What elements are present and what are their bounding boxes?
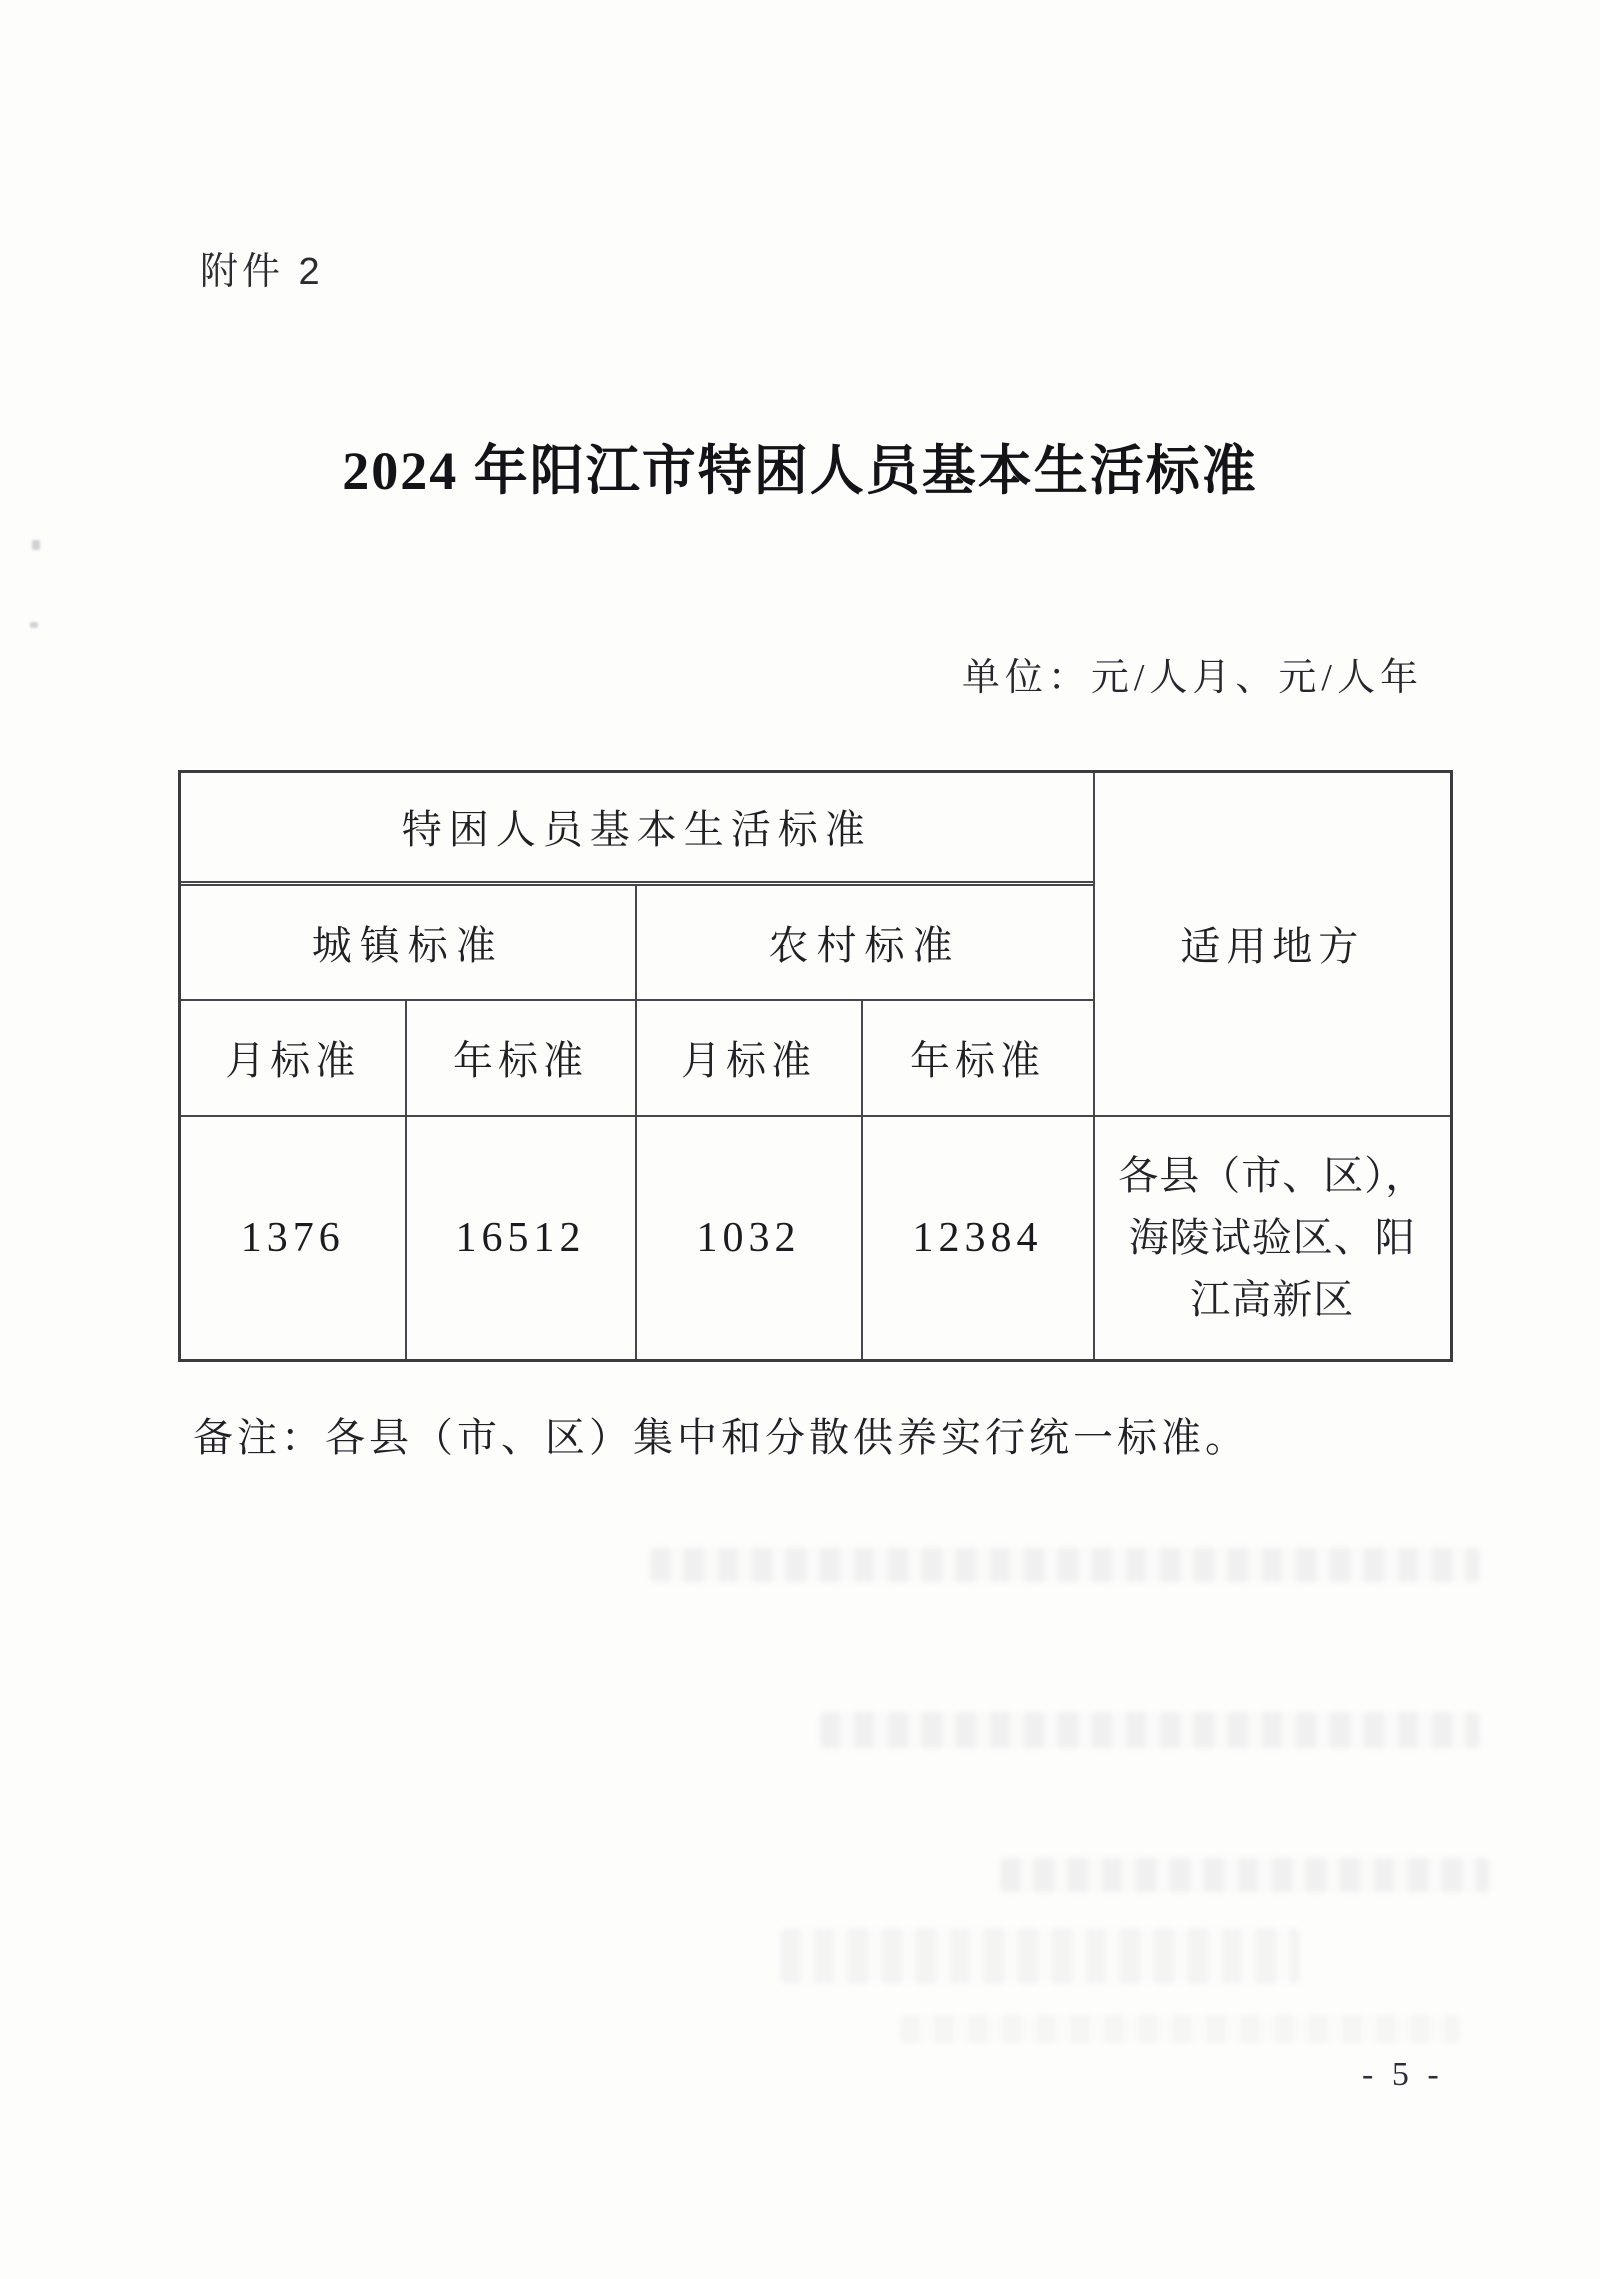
scan-speck <box>32 540 40 550</box>
rural-header-cell: 农村标准 <box>636 885 1094 1000</box>
unit-note: 单位：元/人月、元/人年 <box>961 657 1423 699</box>
scan-smudge <box>1000 1858 1490 1892</box>
group-header-cell: 特困人员基本生活标准 <box>180 772 1094 882</box>
page-title: 2024 年阳江市特困人员基本生活标准 <box>342 441 1258 501</box>
urban-yearly-header-cell: 年标准 <box>406 1000 636 1116</box>
scan-smudge <box>780 1928 1300 1984</box>
urban-yearly-value: 16512 <box>406 1116 636 1361</box>
region-header-cell: 适用地方 <box>1094 772 1452 1116</box>
region-line-2: 海陵试验区、阳 <box>1128 1214 1416 1260</box>
region-line-3: 江高新区 <box>1190 1276 1355 1322</box>
page-number: - 5 - <box>1362 2056 1444 2093</box>
scan-smudge <box>650 1548 1480 1582</box>
rural-monthly-header-cell: 月标准 <box>636 1000 862 1116</box>
footnote: 备注：各县（市、区）集中和分散供养实行统一标准。 <box>193 1415 1249 1460</box>
attachment-label: 附件 2 <box>200 251 324 293</box>
rural-yearly-header-cell: 年标准 <box>862 1000 1094 1116</box>
rural-monthly-value: 1032 <box>636 1116 862 1361</box>
urban-monthly-value: 1376 <box>180 1116 406 1361</box>
region-line-1: 各县（市、区）， <box>1118 1152 1427 1198</box>
urban-monthly-header-cell: 月标准 <box>180 1000 406 1116</box>
standards-table <box>178 770 1453 1362</box>
rural-yearly-value: 12384 <box>862 1116 1094 1361</box>
urban-header-cell: 城镇标准 <box>180 885 636 1000</box>
scan-smudge <box>820 1712 1480 1748</box>
scan-speck <box>30 622 38 628</box>
table-group-header-row <box>180 772 1452 882</box>
scan-smudge <box>900 2015 1460 2043</box>
region-value-cell <box>1094 1116 1452 1361</box>
table-data-row <box>180 1116 1452 1361</box>
